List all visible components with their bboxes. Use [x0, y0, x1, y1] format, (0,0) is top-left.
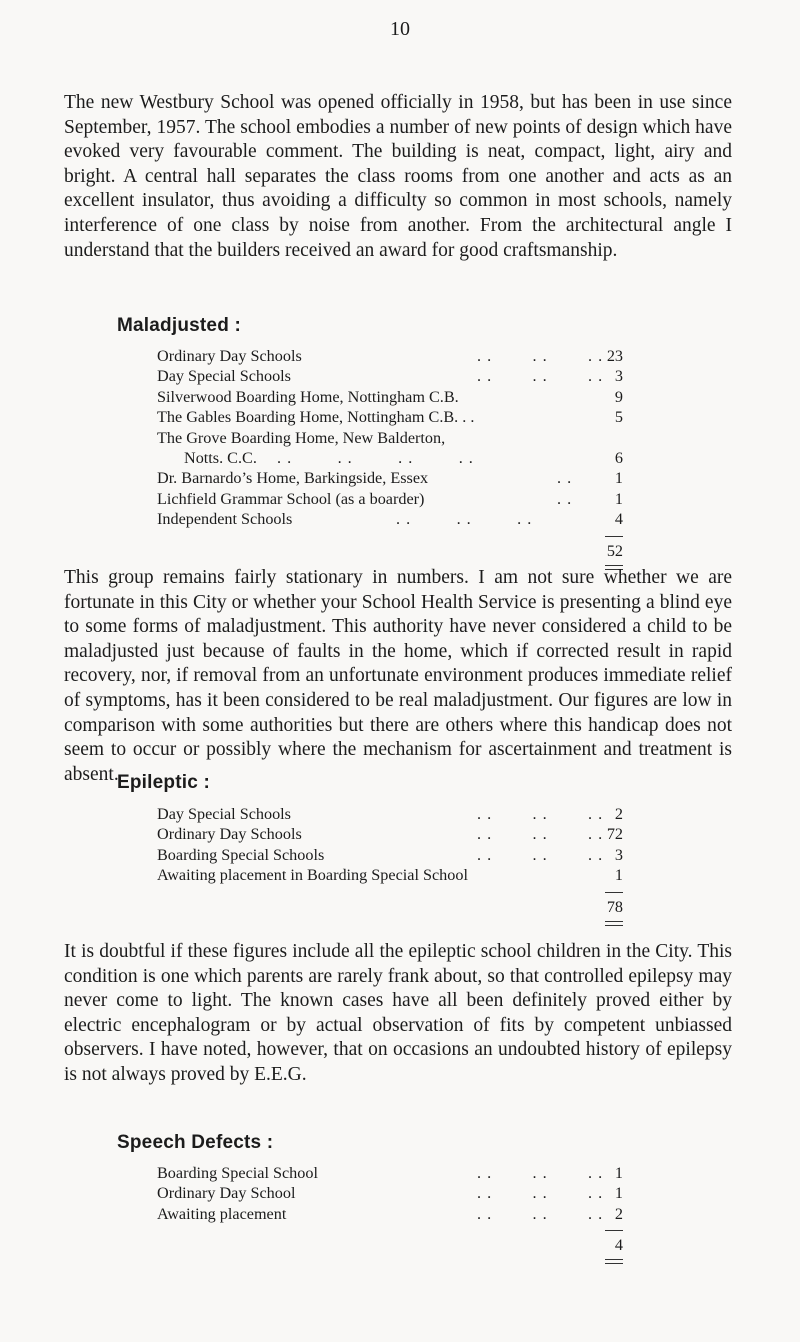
row-value: 72 — [606, 825, 623, 844]
leader-dots: . . — [557, 469, 573, 488]
leader-dots: . . . . . . — [477, 1164, 604, 1182]
total-double-rule — [605, 921, 623, 926]
page-number: 10 — [390, 18, 410, 40]
row-label: Awaiting placement in Boarding Special School — [157, 866, 468, 885]
row-label: The Gables Boarding Home, Nottingham C.B. . . — [157, 408, 475, 427]
intro-paragraph: The new Westbury School was opened officially in 1958, but has been in use since September, 1957. The school embodies a number of new points of design which have evoked very favourable comment. The building is neat, compact, light, airy and bright. A central hall separates the class rooms from one another and acts as an excellent insulator, thus avoiding a difficulty so common in most schools, namely interference of one class by noise from another. From the architectural angle I understand that the builders received an award for good craftsmanship. — [64, 92, 732, 261]
row-value: 1 — [614, 469, 623, 488]
row-label: Boarding Special School — [157, 1164, 318, 1182]
row-label: Day Special Schools — [157, 805, 291, 823]
table-row — [157, 489, 623, 509]
table-row — [157, 387, 623, 407]
total-rule — [605, 1230, 623, 1231]
epileptic-heading: Epileptic : — [117, 772, 210, 793]
row-label: Independent Schools — [157, 510, 293, 529]
table-row — [157, 1163, 623, 1183]
row-label: Notts. C.C. — [184, 448, 257, 467]
row-value: 9 — [614, 387, 623, 406]
row-label: Ordinary Day School — [157, 1184, 296, 1203]
row-label: Dr. Barnardo’s Home, Barkingside, Essex — [157, 469, 429, 488]
row-value: 2 — [614, 1204, 623, 1223]
row-value: 1 — [614, 1184, 623, 1203]
epileptic-total: 78 — [606, 898, 623, 916]
total-double-rule — [605, 1259, 623, 1264]
speech-defects-total: 4 — [614, 1236, 623, 1254]
table-row — [157, 865, 623, 885]
epileptic-table — [157, 804, 623, 916]
row-label: Lichfield Grammar School (as a boarder) — [157, 489, 425, 508]
leader-dots: . . . . . . — [477, 1184, 604, 1203]
table-row — [157, 407, 623, 427]
speech-defects-table — [157, 1163, 623, 1254]
maladjusted-table — [157, 346, 623, 560]
leader-dots: . . . . . . — [477, 825, 604, 844]
leader-dots: . . . . . . . . — [277, 448, 474, 467]
epileptic-paragraph: It is doubtful if these figures include all the epileptic school children in the City. This condition is one which parents are rarely frank about, so that controlled epilepsy may never come to light. The known cases have all been definitely proved either by electric encephalogram or by actual observation of fits by competent unbiassed observers. I have noted, however, that on occasions an undoubted history of epilepsy is not always proved by E.E.G. — [64, 941, 732, 1085]
row-label: Awaiting placement — [157, 1204, 287, 1223]
row-value: 5 — [614, 408, 623, 427]
row-value: 3 — [614, 845, 623, 864]
row-value: 4 — [614, 510, 623, 529]
leader-dots: . . . . . . — [477, 845, 604, 864]
table-row — [157, 448, 623, 468]
table-row — [157, 824, 623, 844]
leader-dots: . . — [557, 489, 573, 508]
row-label: Boarding Special Schools — [157, 845, 325, 864]
maladjusted-paragraph: This group remains fairly stationary in numbers. I am not sure whether we are fortunate in this City or whether your School Health Service is presenting a blind eye to some forms of maladjustment. This authority have never considered a child to be maladjusted just because of faults in the home, which if corrected result in rapid recovery, nor, if removal from an unfortunate environment produces immediate relief of symptoms, has it been considered to be real maladjustment. Our figures are low in comparison with some authorities but there are others where this handicap does not seem to occur or possibly where the mechanism for ascertainment and treatment is absent. — [64, 567, 732, 785]
table-row — [157, 468, 623, 488]
leader-dots: . . . . . . — [396, 510, 533, 529]
leader-dots: . . . . . . — [477, 1204, 604, 1223]
table-row — [157, 428, 623, 448]
total-rule — [605, 536, 623, 537]
row-label: Day Special Schools — [157, 367, 291, 386]
row-value: 1 — [614, 866, 623, 885]
row-value: 1 — [614, 1164, 623, 1182]
leader-dots: . . . . . . — [477, 347, 604, 365]
table-row — [157, 804, 623, 824]
leader-dots: . . . . . . — [477, 367, 604, 386]
table-row — [157, 346, 623, 366]
row-value: 2 — [614, 805, 623, 823]
maladjusted-heading: Maladjusted : — [117, 315, 242, 336]
row-label: Silverwood Boarding Home, Nottingham C.B. — [157, 387, 459, 406]
table-row — [157, 1183, 623, 1203]
row-label: Ordinary Day Schools — [157, 825, 302, 844]
row-value: 1 — [614, 489, 623, 508]
total-rule — [605, 892, 623, 893]
row-label: Ordinary Day Schools — [157, 347, 302, 365]
row-value: 23 — [606, 347, 623, 365]
leader-dots: . . . . . . — [477, 805, 604, 823]
table-row — [157, 1204, 623, 1224]
speech-defects-heading: Speech Defects : — [117, 1132, 274, 1153]
row-value: 3 — [614, 367, 623, 386]
row-label: The Grove Boarding Home, New Balderton, — [157, 428, 446, 447]
row-value: 6 — [614, 448, 623, 467]
table-row — [157, 509, 623, 529]
table-row — [157, 845, 623, 865]
table-row — [157, 366, 623, 386]
maladjusted-total: 52 — [606, 542, 623, 560]
